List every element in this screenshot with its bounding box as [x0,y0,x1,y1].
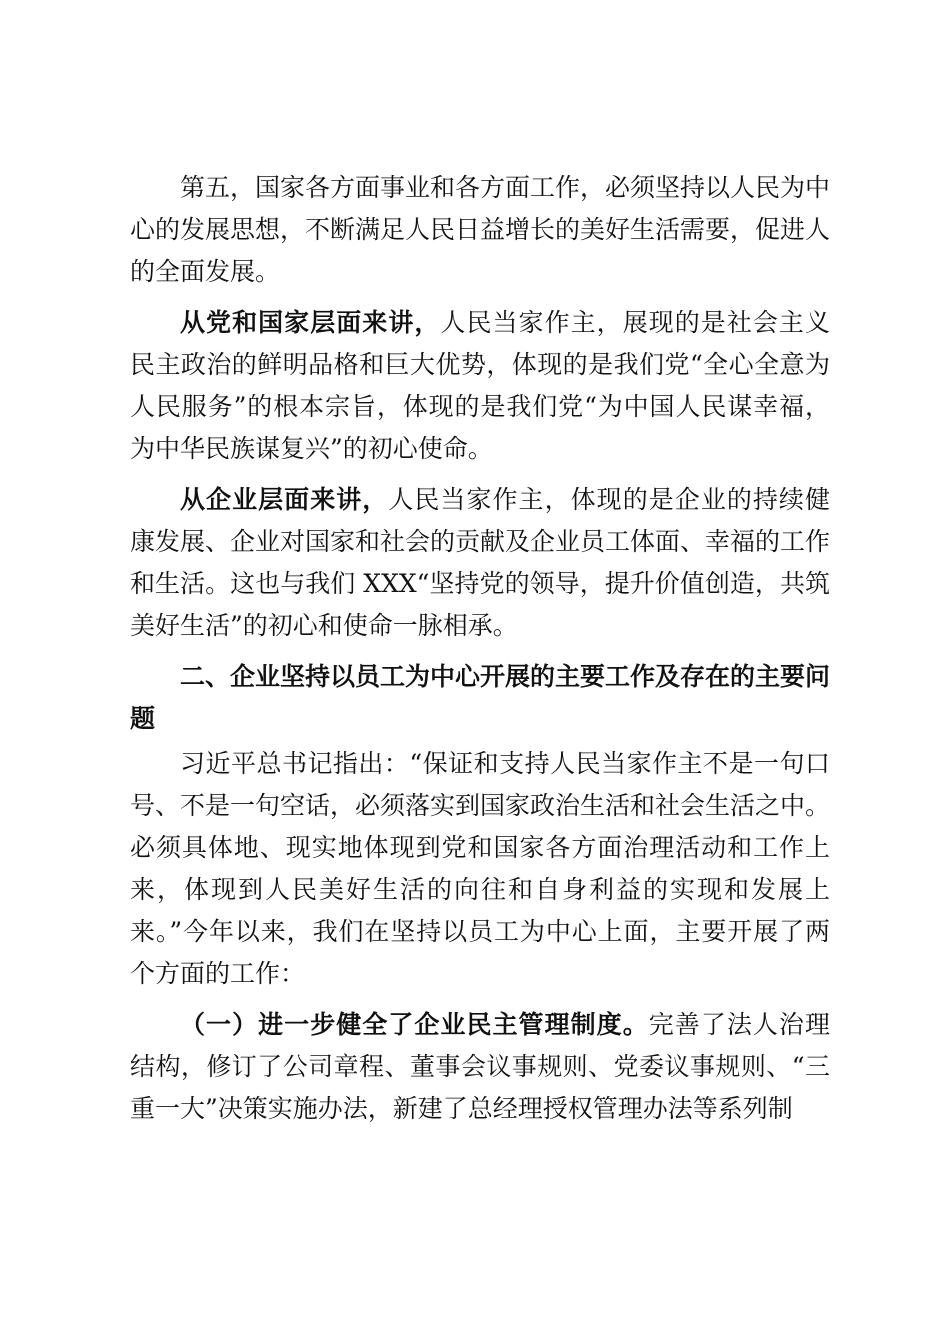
paragraph-text: 人民当家作主，展现的是社会主义民主政治的鲜明品格和巨大优势，体现的是我们党“全心全意为人民服务”的根本宗旨，体现的是我们党“为中国人民谋幸福，为中华民族谋复兴”的初心使命。 [130,308,830,463]
paragraph-fifth-point [130,167,830,293]
subsection-lead: （一）进一步健全了企业民主管理制度。 [180,1010,649,1039]
paragraph-text: 人民当家作主，体现的是企业的持续健康发展、企业对国家和社会的贡献及企业员工体面、幸福的工作和生活。这也与我们 XXX“坚持党的领导，提升价值创造，共筑美好生活”的初心和使命一脉相承。 [130,485,831,640]
paragraph-xi-quote: 习近平总书记指出：“保证和支持人民当家作主不是一句口号、不是一句空话，必须落实到国家政治生活和社会生活之中。必须具体地、现实地体现到党和国家各方面治理活动和工作上来，体现到人民美好生活的向往和自身利益的实现和发展上来。”今年以来，我们在坚持以员工为中心上面，主要开展了两个方面的工作： [130,749,831,988]
document-body [130,167,830,1139]
paragraph-party-state-level [130,302,830,470]
section-heading: 二、企业坚持以员工为中心开展的主要工作及存在的主要问题 [130,662,831,733]
paragraph-enterprise-level [130,479,830,647]
paragraph-lead: 从企业层面来讲， [180,485,389,514]
paragraph-lead: 从党和国家层面来讲， [180,308,441,337]
subsection-text: 完善了法人治理结构，修订了公司章程、董事会议事规则、党委议事规则、“三重一大”决策实施办法，新建了总经理授权管理办法等系列制 [130,1010,830,1123]
paragraph-text: 第五，国家各方面事业和各方面工作，必须坚持以人民为中心的发展思想，不断满足人民日益增长的美好生活需要，促进人的全面发展。 [130,173,831,286]
subsection-paragraph [130,1004,830,1130]
